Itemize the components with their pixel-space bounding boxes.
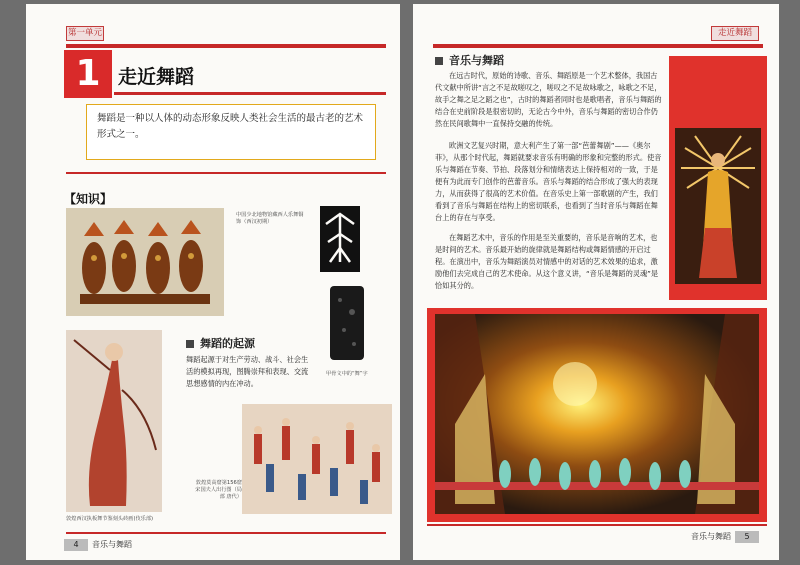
left-page [26, 4, 400, 560]
bronze-caption: 中国少北地物馆藏西人乐舞铜饰（西汉初期） [236, 212, 304, 225]
page-number: 4 [64, 539, 88, 551]
left-footer [64, 539, 132, 551]
chapter-tag: 走近舞蹈 [711, 26, 759, 41]
paragraph-1: 在远古时代，原始的诗歌、音乐、舞蹈原是一个艺术整体，我国古代文献中所讲“言之不足故嗟叹之，嗟叹之不足故咏歌之，咏歌之不足，故手之舞之足之蹈之也”，古时的舞蹈者同时也是歌唱者，音乐与舞蹈的结合在史前阶段是很密切的，无论古今中外，音乐与舞蹈的密切合作仍然在民间歌舞中一直保持交融的传统。 [435, 71, 662, 128]
paragraph-2: 欧洲文艺复兴时期，意大利产生了第一部“芭蕾舞剧”——《奥尔菲》，从那个时代起，舞蹈就要求音乐有明确的形象和完整的形式。使音乐与舞蹈在节奏、节拍、段落划分和情绪表达上保持相对的一致，于是便有为此而专门创作的芭蕾音乐。音乐与舞蹈的结合形成了强大的表现力，从而获得了很高的艺术价值。在音乐史上第一部歌剧的产生，我们看到了音乐与舞蹈在结构上的密切联系，也看到了当时音乐与舞蹈在舞台上的存在与享受。 [435, 141, 662, 222]
chapter-title: 走近舞蹈 [118, 66, 195, 88]
square-bullet-icon [186, 340, 194, 348]
top-divider [433, 44, 763, 48]
definition-text: 舞蹈是一种以人体的动态形象反映人类社会生活的最古老的艺术形式之一。 [97, 113, 364, 140]
definition-box [86, 104, 376, 160]
oracle-bone-rubbing [330, 286, 364, 360]
glyph-caption: 甲骨文中的“舞”字 [326, 371, 368, 377]
bronze-dancers-photo [66, 208, 224, 316]
origin-heading-text: 舞蹈的起源 [200, 337, 255, 350]
thousand-hand-dancer-photo [675, 128, 761, 284]
music-dance-heading-text: 音乐与舞蹈 [449, 54, 504, 67]
stage-performance-photo [435, 314, 759, 514]
music-dance-heading [435, 52, 504, 68]
dunhuang-caption: 敦煌西汉执板舞节鉴刻头砖画(伎乐部) [66, 516, 154, 522]
oracle-glyph-top [320, 206, 360, 272]
paragraph-3: 在舞蹈艺术中，音乐的作用是至关重要的，音乐是音响的艺术，也是时间的艺术。音乐最开始的旋律就是舞蹈结构或舞蹈情感的开启过程。在演出中，音乐为舞蹈演员对情感中的对话的艺术效果的追求，激励他们去完成自己的艺术使命。从这个意义讲，“音乐是舞蹈的灵魂”是恰如其分的。 [435, 233, 659, 290]
footer-divider [66, 532, 386, 534]
title-underline [114, 92, 386, 95]
knowledge-label: 【知识】 [64, 192, 113, 206]
origin-heading [186, 335, 255, 351]
right-footer [691, 531, 759, 543]
footer-title: 音乐与舞蹈 [92, 540, 132, 549]
page-number: 5 [735, 531, 759, 543]
footer-title: 音乐与舞蹈 [691, 532, 731, 541]
right-page [413, 4, 779, 560]
dunhuang-dancer-image [66, 330, 162, 512]
procession-scroll-image [242, 404, 392, 514]
unit-tag: 第一单元 [66, 26, 104, 41]
scroll-caption: 敦煌莫高窟第156窟宋国夫人出行图（局部 唐代） [195, 480, 242, 500]
chapter-number: 1 [64, 50, 112, 98]
footer-divider [427, 524, 767, 526]
bronze-dancers-figures [66, 208, 224, 316]
top-divider [66, 44, 386, 48]
section-divider [66, 172, 386, 174]
square-bullet-icon [435, 57, 443, 65]
origin-text: 舞蹈起源于对生产劳动、战斗、社会生活的模拟再现，图腾崇拜和表现、交流思想感情的内在冲动。 [186, 355, 309, 388]
